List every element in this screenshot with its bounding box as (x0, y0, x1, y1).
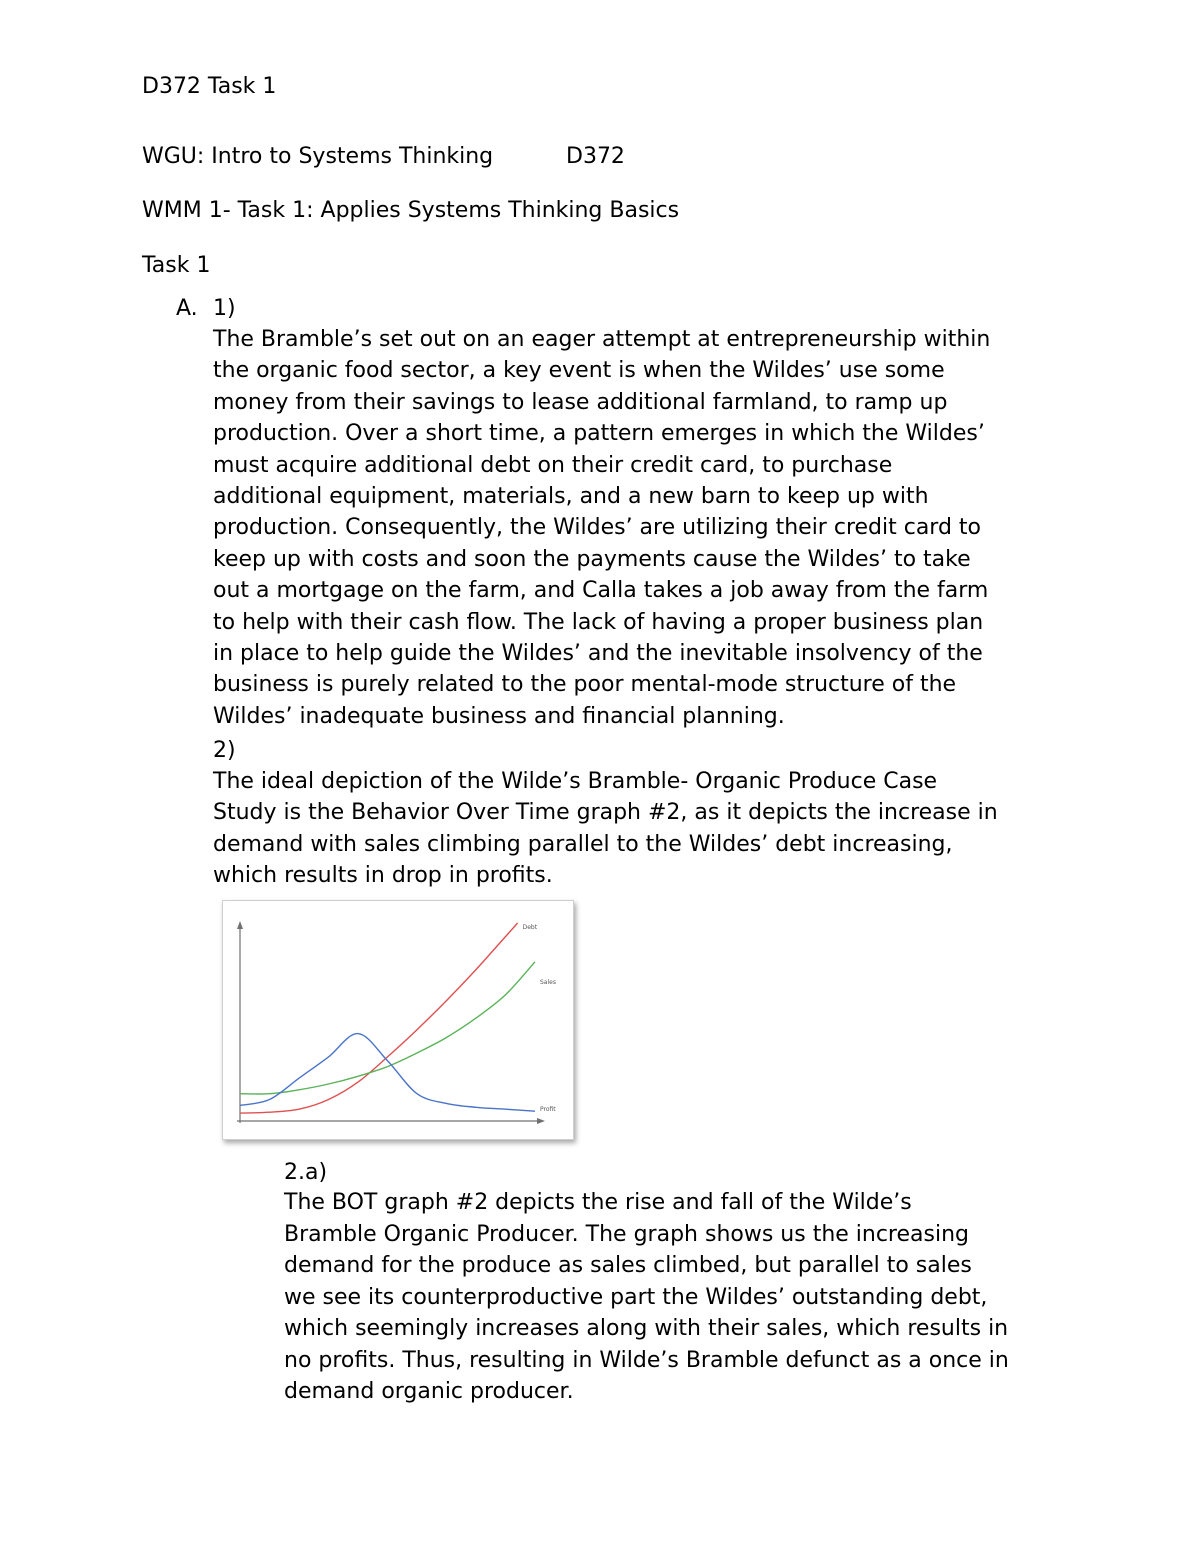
course-code: D372 (566, 144, 625, 169)
question-2a-label: 2.a) (284, 1160, 328, 1185)
question-2-answer: The ideal depiction of the Wilde’s Bramble- Organic Produce Case Study is the Behavior Over Time graph #2, as it depicts the increase in demand with sales climbing parallel to the Wildes’ debt increasing, which results in drop in profits. (213, 769, 998, 889)
doc-title: D372 Task 1 (142, 74, 277, 99)
question-2a-answer: The BOT graph #2 depicts the rise and fall of the Wilde’s Bramble Organic Producer. The graph shows us the increasing demand for the produce as sales climbed, but parallel to sales we see its counterproductive part the Wildes’ outstanding debt, which seemingly increases along with their sales, which results in no profits. Thus, resulting in Wilde’s Bramble defunct as a once in demand organic producer. (284, 1190, 1009, 1404)
y-axis-arrow (237, 921, 243, 929)
question-2-label: 2) (213, 738, 236, 763)
bot-graph (223, 901, 573, 1139)
task-heading: WMM 1- Task 1: Applies Systems Thinking Basics (142, 198, 680, 223)
course-name: WGU: Intro to Systems Thinking (142, 144, 494, 169)
question-1-answer: The Bramble’s set out on an eager attempt at entrepreneurship within the organic food sector, a key event is when the Wildes’ use some money from their savings to lease additional farmland, to ramp up production. Over a short time, a pattern emerges in which the Wildes’ must acquire additional debt on their credit card, to purchase additional equipment, materials, and a new barn to keep up with production. Consequently, the Wildes’ are utilizing their credit card to keep up with costs and soon the payments cause the Wildes’ to take out a mortgage on the farm, and Calla takes a job away from the farm to help with their cash flow. The lack of having a proper business plan in place to help guide the Wildes’ and the inevitable insolvency of the business is purely related to the poor mental-mode structure of the Wildes’ inadequate business and financial planning. (213, 327, 991, 729)
list-marker-a: A. (176, 296, 198, 321)
series-line-profit (240, 1034, 535, 1112)
series-label-profit: Profit (540, 1106, 556, 1114)
series-label-sales: Sales (540, 978, 556, 986)
bot-graph-figure (222, 900, 574, 1140)
series-line-sales (240, 962, 535, 1094)
x-axis-arrow (537, 1118, 545, 1124)
series-label-debt: Debt (522, 924, 538, 931)
question-1-label: 1) (213, 296, 236, 321)
task-label: Task 1 (142, 253, 211, 278)
